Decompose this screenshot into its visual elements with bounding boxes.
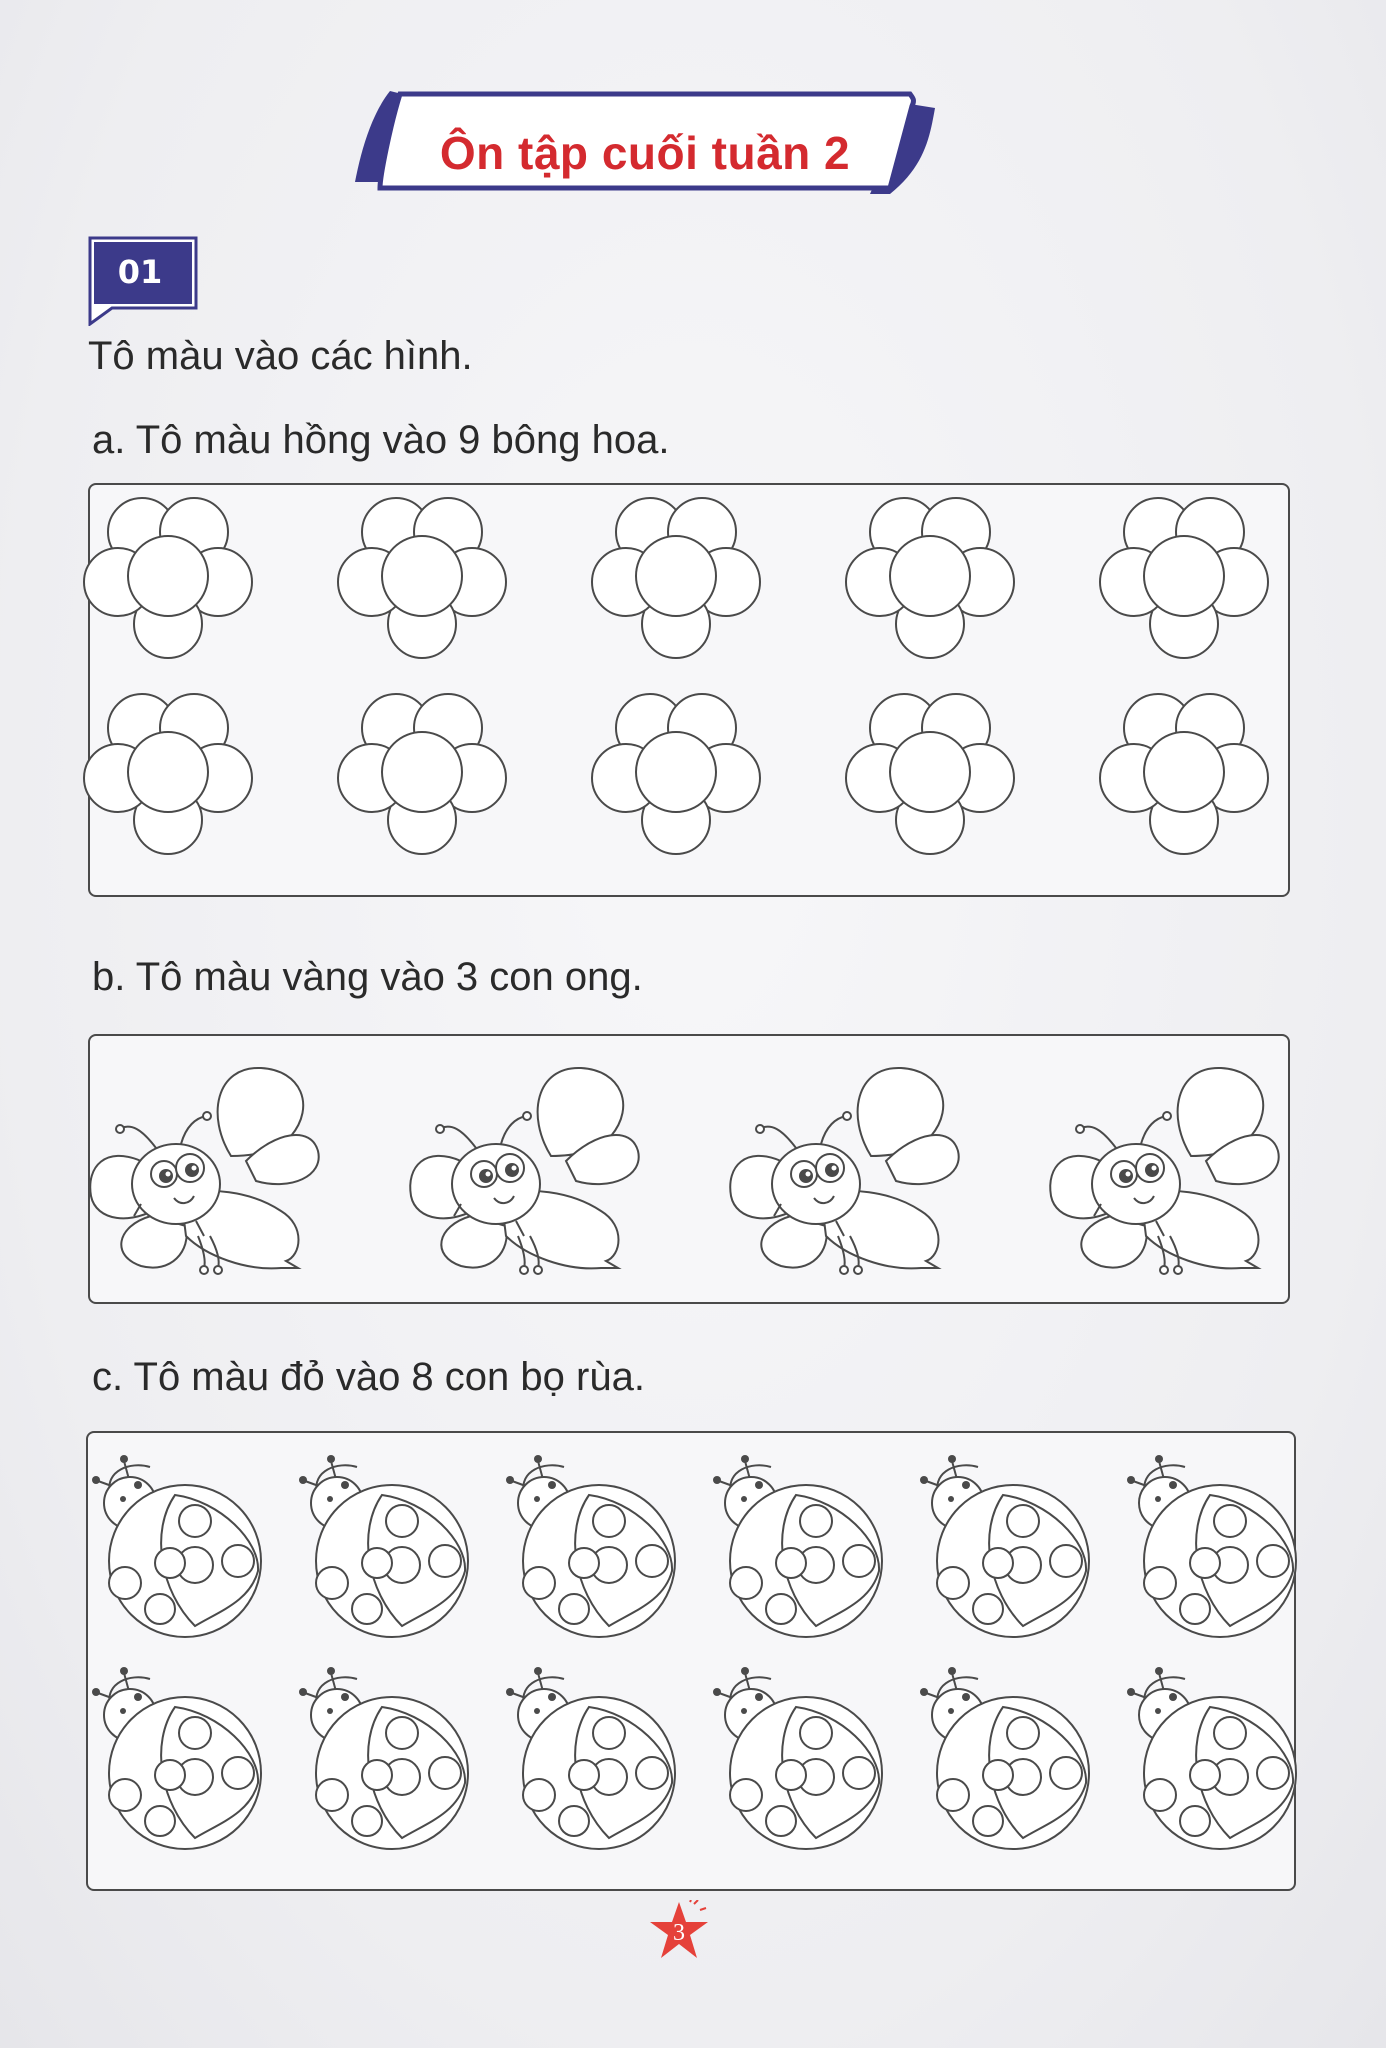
ladybug-figure[interactable]: [90, 1451, 270, 1641]
ladybug-figure[interactable]: [1125, 1663, 1305, 1853]
flower-figure[interactable]: [586, 686, 766, 866]
bee-figure[interactable]: [406, 1056, 646, 1276]
flower-figure[interactable]: [840, 490, 1020, 670]
flower-figure[interactable]: [332, 490, 512, 670]
flower-figure[interactable]: [332, 686, 512, 866]
flower-figure[interactable]: [840, 686, 1020, 866]
ladybug-figure[interactable]: [297, 1663, 477, 1853]
page-title: Ôn tập cuối tuần 2: [439, 127, 851, 179]
page-number-badge: [648, 1900, 710, 1962]
page-number: 3: [673, 1920, 685, 1946]
exercise-instruction: Tô màu vào các hình.: [88, 334, 473, 378]
ladybug-figure[interactable]: [918, 1451, 1098, 1641]
ladybug-figure[interactable]: [297, 1451, 477, 1641]
ladybug-figure[interactable]: [711, 1451, 891, 1641]
bees-box: [88, 1034, 1290, 1304]
bee-figure[interactable]: [1046, 1056, 1286, 1276]
ladybug-figure[interactable]: [504, 1451, 684, 1641]
flower-figure[interactable]: [1094, 686, 1274, 866]
title-banner: [350, 86, 940, 206]
ladybug-figure[interactable]: [90, 1663, 270, 1853]
exercise-number: 01: [117, 253, 163, 291]
ladybug-figure[interactable]: [504, 1663, 684, 1853]
flower-figure[interactable]: [1094, 490, 1274, 670]
task-b-label: b. Tô màu vàng vào 3 con ong.: [92, 955, 643, 999]
bee-figure[interactable]: [726, 1056, 966, 1276]
ladybug-figure[interactable]: [1125, 1451, 1305, 1641]
task-c-label: c. Tô màu đỏ vào 8 con bọ rùa.: [92, 1355, 645, 1399]
ladybug-figure[interactable]: [918, 1663, 1098, 1853]
flower-figure[interactable]: [78, 490, 258, 670]
ladybug-figure[interactable]: [711, 1663, 891, 1853]
flower-figure[interactable]: [586, 490, 766, 670]
exercise-number-badge: [88, 236, 200, 326]
flowers-box: [88, 483, 1290, 897]
bee-figure[interactable]: [86, 1056, 326, 1276]
task-a-label: a. Tô màu hồng vào 9 bông hoa.: [92, 418, 670, 462]
ladybugs-box: [86, 1431, 1296, 1891]
flower-figure[interactable]: [78, 686, 258, 866]
